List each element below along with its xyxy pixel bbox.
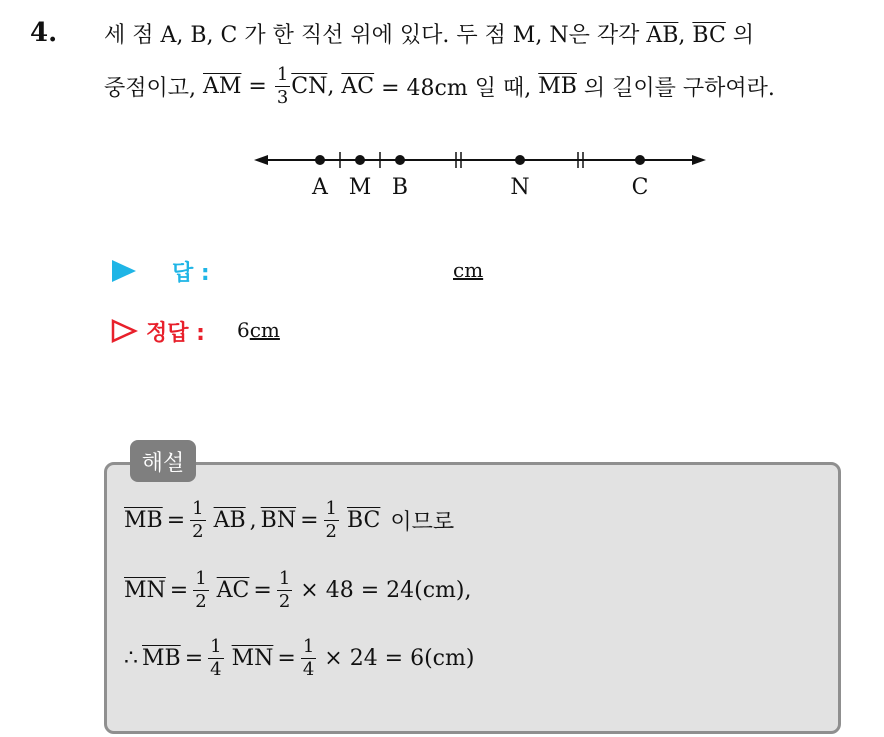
segment-bc: $\overline{BC}$	[346, 508, 381, 533]
answer-unit: cm	[453, 258, 484, 282]
answer-arrow-icon	[110, 258, 138, 284]
comma: ,	[249, 508, 257, 533]
label-m: M	[348, 175, 372, 200]
fraction-numerator: 1	[302, 636, 315, 657]
question-text: 중점이고,	[104, 76, 203, 101]
equals: =	[166, 508, 186, 533]
label-n: N	[510, 175, 530, 200]
fraction-numerator: 1	[278, 568, 291, 589]
fraction-denominator: 2	[325, 521, 337, 542]
segment-ac: $\overline{AC}$	[341, 74, 375, 99]
fraction	[275, 66, 290, 107]
point-n	[515, 155, 525, 165]
fraction-numerator: 1	[195, 568, 207, 589]
point-c	[635, 155, 645, 165]
solution-line1	[124, 500, 458, 541]
segment-mn: $\overline{MN}$	[124, 578, 166, 603]
fraction	[208, 638, 227, 679]
number-line-diagram	[250, 140, 710, 210]
fraction-denominator: 3	[276, 87, 289, 108]
fraction-denominator: 2	[192, 521, 204, 542]
segment-bc: $\overline{BC}$	[692, 23, 726, 48]
fraction	[277, 570, 296, 611]
segment-mb: $\overline{MB}$	[124, 508, 163, 533]
solution-text: × 48 = 24(cm),	[300, 578, 472, 603]
point-a	[315, 155, 325, 165]
answer-label: 답 :	[172, 261, 210, 286]
question-text-line2	[104, 66, 775, 107]
segment-am: $\overline{AM}$	[203, 74, 242, 99]
question-text: = 48cm 일 때,	[374, 76, 539, 101]
segment-ac: $\overline{AC}$	[216, 578, 250, 603]
segment-cn: $\overline{CN}$	[291, 74, 328, 99]
segment-bn: $\overline{BN}$	[260, 508, 297, 533]
label-a: A	[312, 175, 328, 200]
solution-text: × 24 = 6(cm)	[324, 646, 475, 671]
question-text: 세 점 A, B, C 가 한 직선 위에 있다. 두 점 M, N은 각각	[104, 23, 647, 48]
fraction	[190, 500, 209, 541]
segment-mn: $\overline{MN}$	[231, 646, 274, 671]
equals: =	[169, 578, 189, 603]
fraction-denominator: 2	[278, 591, 291, 612]
segment-mb: $\overline{MB}$	[142, 646, 181, 671]
fraction	[324, 500, 343, 541]
label-c: C	[631, 175, 649, 200]
fraction	[193, 570, 212, 611]
correct-unit: cm	[249, 318, 280, 342]
question-text-line1	[104, 18, 754, 49]
fraction-numerator: 1	[276, 64, 289, 85]
left-arrow-icon	[254, 155, 268, 165]
fraction	[301, 638, 320, 679]
segment-mb: $\overline{MB}$	[538, 74, 577, 99]
equals: =	[253, 578, 272, 603]
solution-text: 이므로	[390, 510, 455, 535]
solution-line2	[124, 570, 475, 611]
correct-arrow-icon	[110, 318, 138, 344]
label-b: B	[391, 175, 409, 200]
equals: =	[184, 646, 204, 671]
right-arrow-icon	[692, 155, 706, 165]
point-b	[395, 155, 405, 165]
fraction-numerator: 1	[325, 498, 337, 519]
point-m	[355, 155, 365, 165]
equals: =	[241, 74, 274, 99]
segment-ab: $\overline{AB}$	[646, 23, 679, 48]
question-number: 4.	[30, 18, 58, 48]
question-text: 의 길이를 구하여라.	[576, 76, 775, 101]
correct-label: 정답 :	[146, 321, 205, 346]
segment-ab: $\overline{AB}$	[213, 508, 246, 533]
fraction-numerator: 1	[192, 498, 204, 519]
comma: ,	[678, 23, 693, 48]
solution-line3	[124, 638, 478, 679]
correct-value: 6	[237, 318, 250, 342]
therefore-symbol: ∴	[124, 646, 138, 671]
question-text: 의	[725, 23, 755, 48]
fraction-numerator: 1	[210, 636, 222, 657]
equals: =	[277, 646, 296, 671]
fraction-denominator: 2	[195, 591, 207, 612]
fraction-denominator: 4	[210, 659, 222, 680]
equals: =	[300, 508, 319, 533]
correct-answer	[237, 318, 280, 342]
solution-tag: 해설	[130, 440, 196, 482]
comma: ,	[327, 74, 342, 99]
fraction-denominator: 4	[302, 659, 315, 680]
